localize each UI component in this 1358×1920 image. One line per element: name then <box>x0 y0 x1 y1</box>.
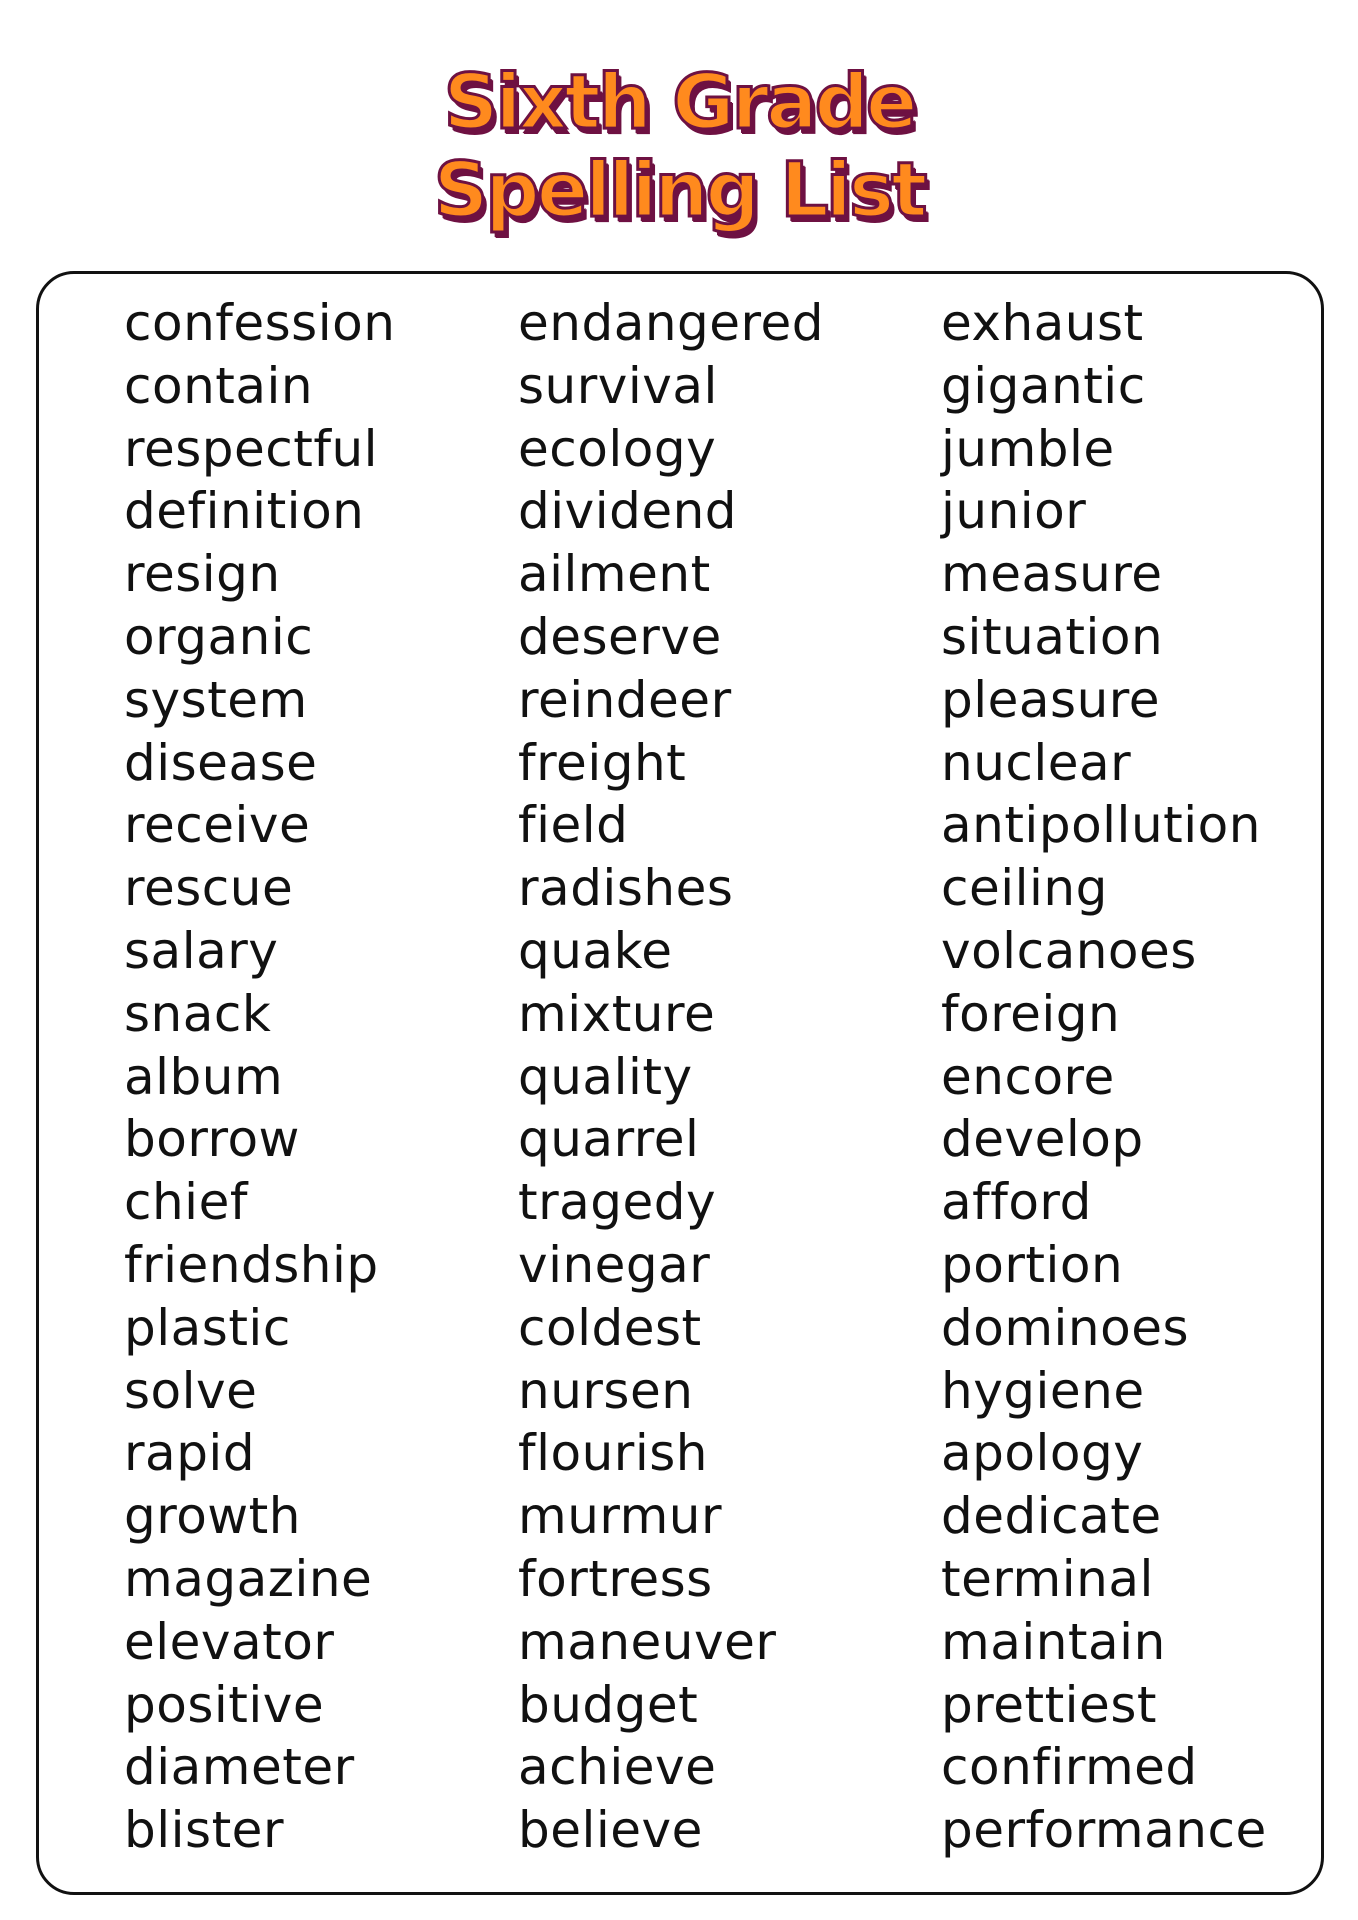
spelling-word: snack <box>124 984 272 1043</box>
spelling-word: rescue <box>124 859 294 918</box>
spelling-word: freight <box>518 733 687 792</box>
spelling-word: maintain <box>941 1612 1166 1671</box>
spelling-word: resign <box>124 545 281 604</box>
spelling-word: quality <box>518 1047 693 1106</box>
spelling-word: plastic <box>124 1298 291 1357</box>
spelling-word: mixture <box>518 984 716 1043</box>
spelling-word: nursen <box>518 1361 694 1420</box>
spelling-word: quake <box>518 921 673 980</box>
spelling-word: afford <box>941 1173 1092 1232</box>
spelling-word: friendship <box>124 1235 379 1294</box>
spelling-word: ceiling <box>941 859 1108 918</box>
spelling-word: receive <box>124 796 311 855</box>
spelling-word: confirmed <box>941 1738 1198 1797</box>
spelling-word: blister <box>124 1801 284 1860</box>
spelling-word: positive <box>124 1675 325 1734</box>
spelling-word: antipollution <box>941 796 1261 855</box>
spelling-word: definition <box>124 482 365 541</box>
spelling-word: vinegar <box>518 1235 711 1294</box>
spelling-word: develop <box>941 1110 1144 1169</box>
word-column-2 <box>518 292 824 1862</box>
spelling-word: dividend <box>518 482 738 541</box>
spelling-word: dominoes <box>941 1298 1190 1357</box>
spelling-word: respectful <box>124 419 379 478</box>
spelling-word: survival <box>518 356 718 415</box>
spelling-word: portion <box>941 1235 1124 1294</box>
spelling-word: hygiene <box>941 1361 1145 1420</box>
spelling-word: budget <box>518 1675 699 1734</box>
spelling-word: system <box>124 670 308 729</box>
spelling-word: elevator <box>124 1612 335 1671</box>
spelling-word: foreign <box>941 984 1121 1043</box>
spelling-word: apology <box>941 1424 1144 1483</box>
spelling-word: nuclear <box>941 733 1132 792</box>
title-line-2: Spelling List <box>433 145 925 234</box>
spelling-word: magazine <box>124 1549 373 1608</box>
spelling-word: growth <box>124 1487 301 1546</box>
spelling-word: jumble <box>941 419 1115 478</box>
title-line-1: Sixth Grade <box>443 57 915 146</box>
spelling-word: encore <box>941 1047 1115 1106</box>
spelling-word: terminal <box>941 1549 1154 1608</box>
spelling-word: salary <box>124 921 279 980</box>
spelling-word: maneuver <box>518 1612 777 1671</box>
word-column-1 <box>124 292 395 1862</box>
spelling-word: chief <box>124 1173 248 1232</box>
spelling-word: exhaust <box>941 294 1144 352</box>
spelling-word: dedicate <box>941 1487 1162 1546</box>
spelling-word: volcanoes <box>941 921 1197 980</box>
spelling-word: radishes <box>518 859 734 918</box>
spelling-word: ailment <box>518 545 711 604</box>
spelling-word: borrow <box>124 1110 300 1169</box>
spelling-word: achieve <box>518 1738 717 1797</box>
spelling-word: quarrel <box>518 1110 700 1169</box>
page-title <box>0 58 1358 234</box>
spelling-word: gigantic <box>941 356 1146 415</box>
spelling-word: confession <box>124 294 396 352</box>
spelling-word: diameter <box>124 1738 355 1797</box>
spelling-word: field <box>518 796 629 855</box>
spelling-word: measure <box>941 545 1163 604</box>
spelling-word: contain <box>124 356 314 415</box>
spelling-word: junior <box>941 482 1087 541</box>
spelling-word: reindeer <box>518 670 732 729</box>
spelling-word: ecology <box>518 419 717 478</box>
spelling-word: solve <box>124 1361 258 1420</box>
spelling-word: album <box>124 1047 284 1106</box>
spelling-word: prettiest <box>941 1675 1157 1734</box>
spelling-word: tragedy <box>518 1173 717 1232</box>
spelling-word: endangered <box>518 294 824 352</box>
spelling-word: murmur <box>518 1487 723 1546</box>
spelling-word: performance <box>941 1801 1267 1860</box>
word-column-3 <box>941 292 1267 1862</box>
spelling-word: believe <box>518 1801 703 1860</box>
spelling-word: deserve <box>518 607 722 666</box>
spelling-word: rapid <box>124 1424 256 1483</box>
spelling-word: fortress <box>518 1549 713 1608</box>
spelling-word: pleasure <box>941 670 1160 729</box>
spelling-word: situation <box>941 607 1164 666</box>
spelling-word: coldest <box>518 1298 702 1357</box>
spelling-word: organic <box>124 607 314 666</box>
spelling-word: disease <box>124 733 318 792</box>
spelling-word: flourish <box>518 1424 708 1483</box>
